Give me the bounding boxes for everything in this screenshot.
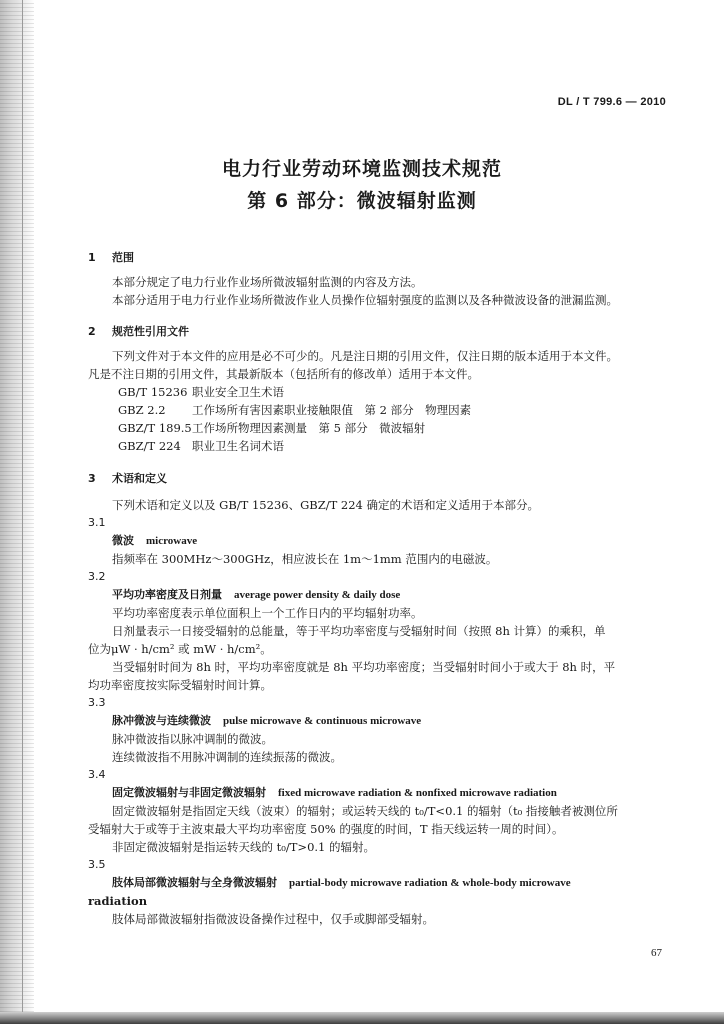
term-3-5-en-2: radiation bbox=[88, 894, 148, 908]
section-2-para-1b: 凡是不注日期的引用文件，其最新版本（包括所有的修改单）适用于本文件。 bbox=[88, 367, 479, 381]
reference-code: GB/T 15236 bbox=[118, 385, 188, 399]
section-1-title: 范围 bbox=[112, 251, 134, 264]
term-3-1-zh: 微波 bbox=[112, 534, 134, 547]
reference-code: GBZ 2.2 bbox=[118, 403, 166, 417]
title-line-1: 电力行业劳动环境监测技术规范 bbox=[221, 158, 502, 180]
term-3-4-heading bbox=[88, 784, 670, 802]
section-2-para-1a: 下列文件对于本文件的应用是必不可少的。凡是注日期的引用文件，仅注日期的版本适用于本文件。 bbox=[112, 349, 618, 363]
reference-title: 工作场所有害因素职业接触限值 第 2 部分 物理因素 bbox=[192, 403, 472, 417]
section-1 bbox=[88, 249, 670, 309]
term-3-2-definition-3a: 当受辐射时间为 8h 时，平均功率密度就是 8h 平均功率密度；当受辐射时间小于或大于 8h 时，平 bbox=[112, 660, 616, 674]
reference-item bbox=[88, 383, 670, 401]
term-3-1-definition: 指频率在 300MHz～300GHz，相应波长在 1m～1mm 范围内的电磁波。 bbox=[112, 552, 498, 566]
section-3-number: 3 bbox=[88, 472, 96, 485]
term-3-3-zh: 脉冲微波与连续微波 bbox=[112, 714, 211, 727]
term-3-3-definition-2: 连续微波指不用脉冲调制的连续振荡的微波。 bbox=[112, 750, 342, 764]
term-3-4-definition-1a: 固定微波辐射是指固定天线（波束）的辐射；或运转天线的 t₀/T<0.1 的辐射（t₀ 指接触者被测位所 bbox=[112, 804, 618, 818]
reference-code: GBZ/T 189.5 bbox=[118, 421, 192, 435]
document-code: DL / T 799.6 — 2010 bbox=[557, 96, 666, 108]
reference-code: GBZ/T 224 bbox=[118, 439, 181, 453]
term-3-4-en: fixed microwave radiation & nonfixed microwave radiation bbox=[278, 787, 557, 799]
section-1-para-2: 本部分适用于电力行业作业场所微波作业人员操作位辐射强度的监测以及各种微波设备的泄漏监测。 bbox=[112, 293, 618, 307]
term-3-5-heading bbox=[88, 874, 670, 892]
term-3-1-heading bbox=[88, 532, 670, 550]
reference-title: 职业卫生名词术语 bbox=[192, 439, 284, 453]
section-2 bbox=[88, 323, 670, 455]
term-3-3-en: pulse microwave & continuous microwave bbox=[223, 715, 422, 727]
term-3-2-en: average power density & daily dose bbox=[234, 589, 401, 601]
term-3-3-definition-1: 脉冲微波指以脉冲调制的微波。 bbox=[112, 732, 273, 746]
reference-item bbox=[88, 419, 670, 437]
term-3-5-zh: 肢体局部微波辐射与全身微波辐射 bbox=[112, 876, 277, 889]
section-3 bbox=[88, 470, 670, 928]
term-3-2-heading bbox=[88, 586, 670, 604]
title-line-2: 第 6 部分：微波辐射监测 bbox=[247, 190, 477, 212]
term-3-1-en: microwave bbox=[146, 535, 198, 547]
term-3-3-heading bbox=[88, 712, 670, 730]
section-1-number: 1 bbox=[88, 251, 96, 264]
term-3-3-number: 3.3 bbox=[88, 696, 106, 709]
section-3-intro: 下列术语和定义以及 GB/T 15236、GBZ/T 224 确定的术语和定义适用于本部分。 bbox=[112, 498, 540, 512]
term-3-2-zh: 平均功率密度及日剂量 bbox=[112, 588, 222, 601]
reference-item bbox=[88, 401, 670, 419]
term-3-5-definition: 肢体局部微波辐射指微波设备操作过程中，仅手或脚部受辐射。 bbox=[112, 912, 434, 926]
term-3-5-en-1: partial-body microwave radiation & whole-body microwave bbox=[289, 877, 571, 889]
term-3-5-number: 3.5 bbox=[88, 858, 106, 871]
scan-bottom-edge bbox=[0, 1012, 724, 1024]
reference-item bbox=[88, 437, 670, 455]
term-3-1-number: 3.1 bbox=[88, 516, 106, 529]
term-3-4-definition-1b: 受辐射大于或等于主波束最大平均功率密度 50% 的强度的时间，T 指天线运转一周的时间）。 bbox=[88, 822, 564, 836]
section-1-heading bbox=[88, 249, 670, 267]
section-2-title: 规范性引用文件 bbox=[112, 325, 189, 338]
term-3-4-number: 3.4 bbox=[88, 768, 106, 781]
term-3-2-definition-2a: 日剂量表示一日接受辐射的总能量，等于平均功率密度与受辐射时间（按照 8h 计算）的乘积，单 bbox=[112, 624, 606, 638]
term-3-2-definition-2b: 位为μW · h/cm² 或 mW · h/cm²。 bbox=[88, 642, 272, 656]
term-3-2-number: 3.2 bbox=[88, 570, 106, 583]
page-number: 67 bbox=[651, 947, 662, 959]
term-3-4-definition-2: 非固定微波辐射是指运转天线的 t₀/T>0.1 的辐射。 bbox=[112, 840, 376, 854]
section-1-para-1: 本部分规定了电力行业作业场所微波辐射监测的内容及方法。 bbox=[112, 275, 423, 289]
term-3-2-definition-3b: 均功率密度按实际受辐射时间计算。 bbox=[88, 678, 272, 692]
reference-title: 工作场所物理因素测量 第 5 部分 微波辐射 bbox=[192, 421, 426, 435]
section-2-number: 2 bbox=[88, 325, 96, 338]
section-3-heading bbox=[88, 470, 670, 488]
reference-title: 职业安全卫生术语 bbox=[192, 385, 284, 399]
section-2-heading bbox=[88, 323, 670, 341]
term-3-2-definition-1: 平均功率密度表示单位面积上一个工作日内的平均辐射功率。 bbox=[112, 606, 423, 620]
term-3-4-zh: 固定微波辐射与非固定微波辐射 bbox=[112, 786, 266, 799]
section-3-title: 术语和定义 bbox=[112, 472, 167, 485]
